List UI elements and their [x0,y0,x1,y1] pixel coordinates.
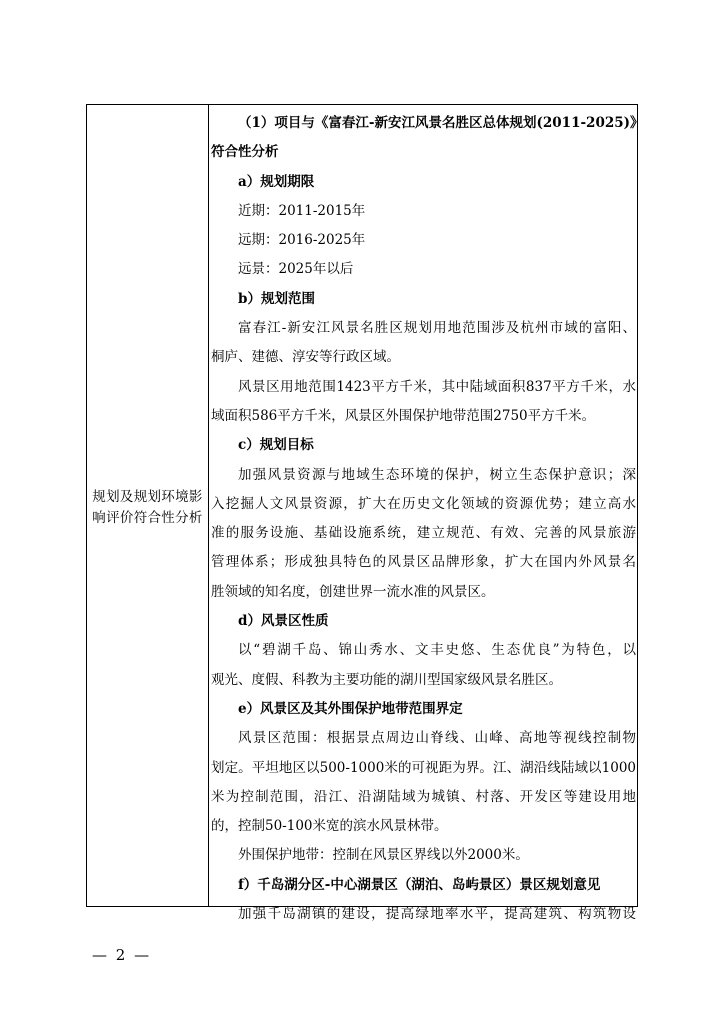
row-header-cell [87,487,208,529]
column-divider [208,105,209,906]
text-line: 观光、度假、科教为主要功能的湖川型国家级风景名胜区。 [211,671,562,688]
text-line: 以“碧湖千岛、锦山秀水、文丰史悠、生态优良”为特色，以 [238,642,636,659]
text-line: 远期：2016-2025年 [238,232,366,249]
text-line: 域面积586平方千米，风景区外围保护地带范围2750平方千米。 [211,407,596,424]
text-line: 风景区用地范围1423平方千米，其中陆域面积837平方千米，水 [238,378,636,395]
text-line: a）规划期限 [238,173,315,190]
text-line: 管理体系；形成独具特色的风景区品牌形象，扩大在国内外风景名 [211,554,636,571]
text-line: 准的服务设施、基础设施系统，建立规范、有效、完善的风景旅游 [211,525,636,542]
text-line: 远景：2025年以后 [238,261,354,278]
text-line: b）规划范围 [238,290,315,307]
text-line: 入挖掘人文风景资源，扩大在历史文化领域的资源优势；建立高水 [211,495,636,512]
text-line: 米为控制范围，沿江、沿湖陆域为城镇、村落、开发区等建设用地 [211,788,636,805]
text-line: 外围保护地带：控制在风景区界线以外2000米。 [238,847,529,864]
text-line: d）风景区性质 [238,613,329,630]
text-line: （1）项目与《富春江-新安江风景名胜区总体规划(2011-2025)》 [238,115,644,131]
row-header-line-1: 规划及规划环境影 [92,489,203,505]
page-number: — 2 — [92,946,152,964]
text-line: 富春江-新安江风景名胜区规划用地范围涉及杭州市域的富阳、 [238,320,636,337]
text-line: 加强千岛湖镇的建设，提高绿地率水平，提高建筑、构筑物设 [238,906,636,923]
text-line: f）千岛湖分区-中心湖景区（湖泊、岛屿景区）景区规划意见 [238,876,601,893]
text-line: 符合性分析 [211,144,279,161]
row-header-line-2: 响评价符合性分析 [92,510,203,526]
text-line: 风景区范围：根据景点周边山脊线、山峰、高地等视线控制物 [238,730,636,747]
content-table [86,104,644,923]
text-line: 加强风景资源与地域生态环境的保护，树立生态保护意识；深 [238,466,636,483]
text-line: 划定。平坦地区以500-1000米的可视距为界。江、湖沿线陆域以1000 [211,759,636,776]
content-cell [211,109,644,929]
text-line: 胜领域的知名度，创建世界一流水准的风景区。 [211,583,495,600]
text-line: c）规划目标 [238,437,314,454]
text-line: 近期：2011-2015年 [238,202,366,219]
text-line: e）风景区及其外围保护地带范围界定 [238,700,463,717]
text-line: 桐庐、建德、淳安等行政区域。 [211,349,400,366]
text-line: 的，控制50-100米宽的滨水风景林带。 [211,818,448,835]
